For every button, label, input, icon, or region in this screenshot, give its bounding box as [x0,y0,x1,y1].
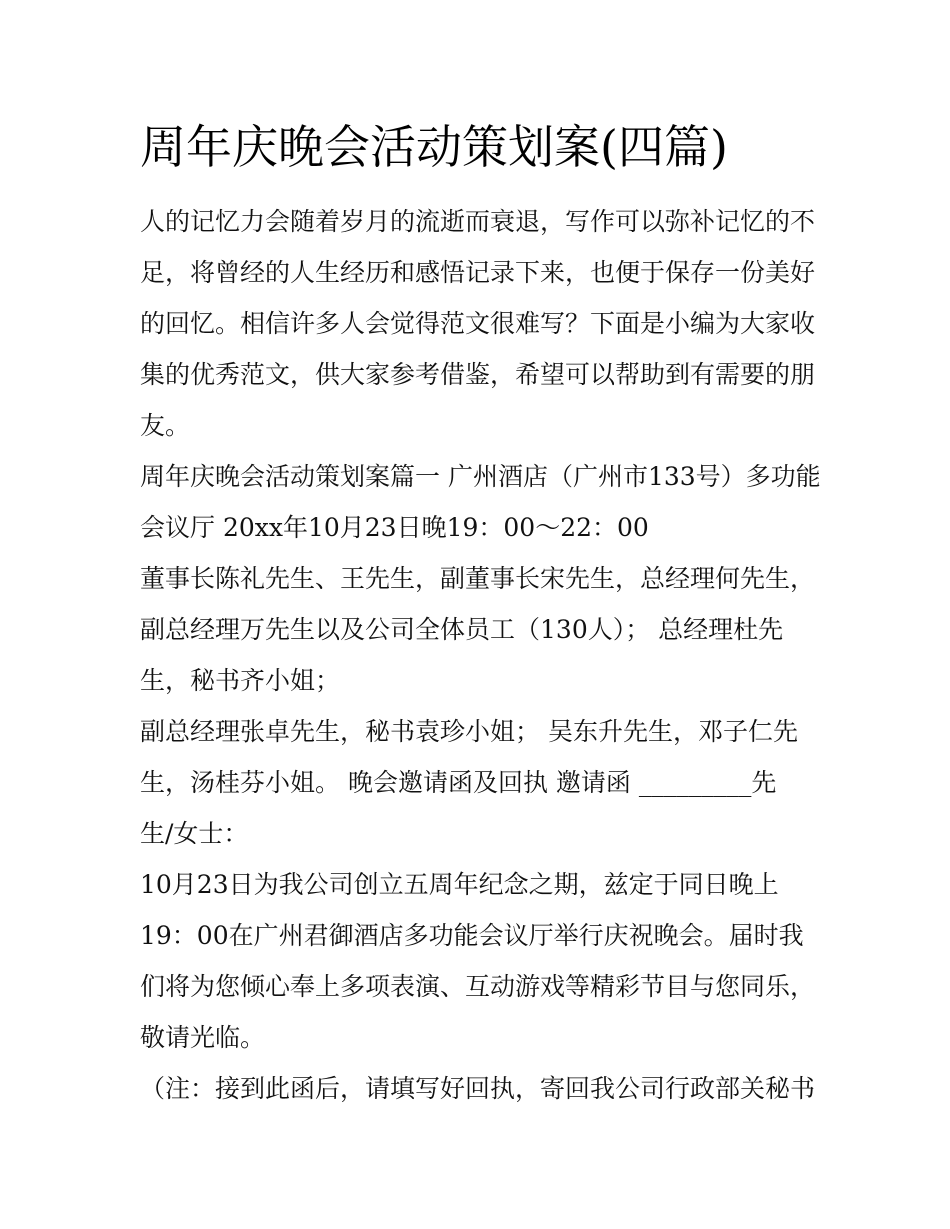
body-line: 19：00在广州君御酒店多功能会议厅举行庆祝晚会。届时我 [140,921,804,950]
body-line: 集的优秀范文，供大家参考借鉴，希望可以帮助到有需要的朋 [140,360,816,389]
body-line: 敬请光临。 [140,1023,266,1052]
body-line: 们将为您倾心奉上多项表演、互动游戏等精彩节目与您同乐， [140,972,816,1001]
body-line: 的回忆。相信许多人会觉得范文很难写？下面是小编为大家收 [140,309,816,338]
body-line: 周年庆晚会活动策划案篇一 广州酒店（广州市133号）多功能 [140,462,821,491]
document-title: 周年庆晚会活动策划案(四篇) [140,120,728,174]
body-line: 足，将曾经的人生经历和感悟记录下来，也便于保存一份美好 [140,258,816,287]
body-line: 生/女士： [140,819,249,848]
body-line: 生，汤桂芬小姐。 晚会邀请函及回执 邀请函 _________先 [140,768,777,797]
body-line: 10月23日为我公司创立五周年纪念之期，兹定于同日晚上 [140,870,779,899]
body-line: 人的记忆力会随着岁月的流逝而衰退，写作可以弥补记忆的不 [140,207,816,236]
body-line: 生，秘书齐小姐； [140,666,341,695]
document-body [140,196,820,1114]
body-line: 副总经理张卓先生，秘书袁珍小姐； 吴东升先生，邓子仁先 [140,717,798,746]
body-line: （注：接到此函后，请填写好回执，寄回我公司行政部关秘书 [140,1074,816,1103]
body-line: 友。 [140,411,191,440]
body-line: 副总经理万先生以及公司全体员工（130人）； 总经理杜先 [140,615,784,644]
body-line: 会议厅 20xx年10月23日晚19：00～22：00 [140,513,649,542]
body-line: 董事长陈礼先生、王先生，副董事长宋先生，总经理何先生， [140,564,816,593]
